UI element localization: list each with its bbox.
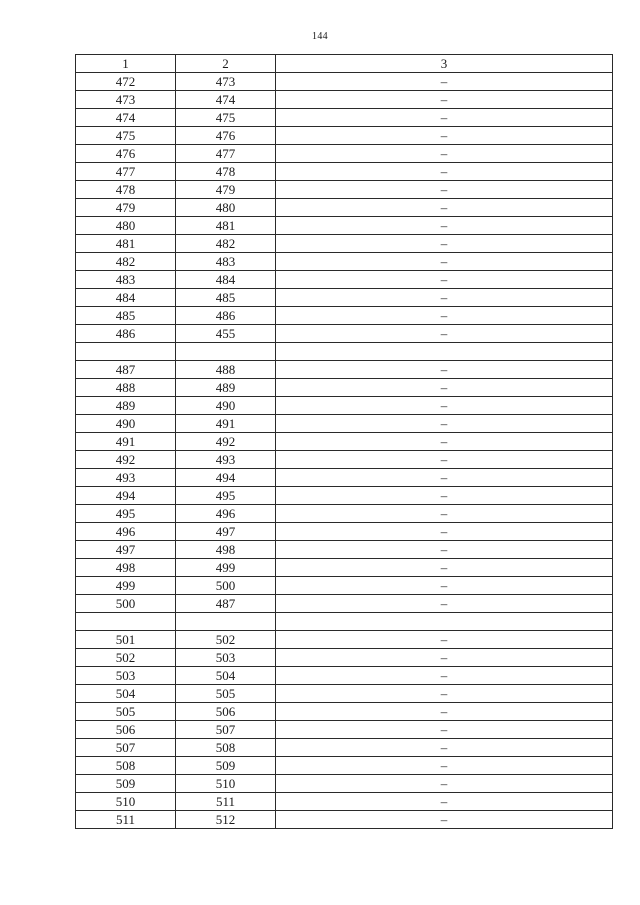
table-cell-col-1: 498 [76,559,176,577]
table-cell-col-3: – [276,505,613,523]
table-cell-col-3: – [276,235,613,253]
table-cell-col-3: – [276,685,613,703]
table-cell-col-1: 511 [76,811,176,829]
table-cell-col-2: 510 [176,775,276,793]
table-cell-col-2: 507 [176,721,276,739]
table-cell-col-3: – [276,217,613,235]
table-row [76,613,613,631]
table-cell-col-3: – [276,145,613,163]
table-cell-col-2: 476 [176,127,276,145]
table-row [76,325,613,343]
table-cell-col-3: – [276,667,613,685]
table-cell-col-3: – [276,433,613,451]
table-cell-col-2: 506 [176,703,276,721]
table-row [76,811,613,829]
table-cell-col-3: – [276,91,613,109]
table-row [76,307,613,325]
table-cell-col-2: 500 [176,577,276,595]
table-cell-col-3: – [276,595,613,613]
table-cell-col-1: 497 [76,541,176,559]
table-cell-col-1: 505 [76,703,176,721]
table-cell-col-3: – [276,811,613,829]
table-cell-col-2: 485 [176,289,276,307]
table-row [76,433,613,451]
table-cell-col-2: 482 [176,235,276,253]
table-row [76,217,613,235]
table-row [76,289,613,307]
table-row [76,145,613,163]
table-cell-col-1: 495 [76,505,176,523]
table-row [76,487,613,505]
table-cell-col-3: – [276,127,613,145]
table-cell-col-1: 483 [76,271,176,289]
table-cell-col-3: – [276,379,613,397]
table-cell-col-2: 477 [176,145,276,163]
table-cell-col-3: – [276,739,613,757]
table-cell-col-1: 481 [76,235,176,253]
table-row [76,523,613,541]
table-cell-col-3: – [276,451,613,469]
table-row [76,451,613,469]
table-row [76,379,613,397]
page-number: 144 [312,31,328,42]
table-row [76,739,613,757]
table-cell-col-1: 488 [76,379,176,397]
table-cell-col-1: 476 [76,145,176,163]
table-cell-col-2: 498 [176,541,276,559]
table-cell-col-1: 478 [76,181,176,199]
column-header-2: 2 [176,55,276,73]
table-cell-col-1: 472 [76,73,176,91]
table-cell-col-2: 502 [176,631,276,649]
table-cell-col-3: – [276,199,613,217]
column-header-1: 1 [76,55,176,73]
table-cell-col-1: 473 [76,91,176,109]
table-cell-col-1: 487 [76,361,176,379]
column-header-3: 3 [276,55,613,73]
table-cell-col-1: 482 [76,253,176,271]
table-cell-col-2: 486 [176,307,276,325]
table-cell-col-2: 484 [176,271,276,289]
table-cell-col-1: 490 [76,415,176,433]
table-cell-col-3: – [276,721,613,739]
table-cell-col-2: 495 [176,487,276,505]
table-cell-col-3: – [276,631,613,649]
table-cell-col-2 [176,613,276,631]
table-cell-col-1: 493 [76,469,176,487]
table-cell-col-2: 473 [176,73,276,91]
table-cell-col-2 [176,343,276,361]
table-row [76,73,613,91]
table-header-row [76,55,613,73]
table-cell-col-1: 484 [76,289,176,307]
table-row [76,577,613,595]
table-cell-col-3: – [276,559,613,577]
table-cell-col-2: 497 [176,523,276,541]
table-cell-col-2: 508 [176,739,276,757]
table-cell-col-1: 475 [76,127,176,145]
table-cell-col-1: 485 [76,307,176,325]
table-cell-col-1: 507 [76,739,176,757]
table-row [76,595,613,613]
table-cell-col-2: 480 [176,199,276,217]
table-cell-col-1: 479 [76,199,176,217]
table-cell-col-3: – [276,703,613,721]
table-cell-col-2: 493 [176,451,276,469]
table-row [76,91,613,109]
table-cell-col-2: 489 [176,379,276,397]
table-cell-col-3: – [276,109,613,127]
table-cell-col-3: – [276,397,613,415]
table-cell-col-3: – [276,757,613,775]
table-cell-col-2: 505 [176,685,276,703]
table-cell-col-1: 496 [76,523,176,541]
table-cell-col-3 [276,613,613,631]
table-cell-col-2: 483 [176,253,276,271]
table-cell-col-3: – [276,325,613,343]
table-cell-col-3: – [276,271,613,289]
table-cell-col-1: 501 [76,631,176,649]
table-cell-col-3: – [276,415,613,433]
table-row [76,469,613,487]
table-cell-col-1: 510 [76,793,176,811]
table-row [76,685,613,703]
table-cell-col-3: – [276,523,613,541]
table-cell-col-1: 499 [76,577,176,595]
table-cell-col-2: 494 [176,469,276,487]
table-row [76,343,613,361]
table-cell-col-2: 503 [176,649,276,667]
table-cell-col-2: 481 [176,217,276,235]
table-cell-col-3: – [276,181,613,199]
table-row [76,631,613,649]
table-row [76,109,613,127]
table-cell-col-3: – [276,253,613,271]
table-row [76,199,613,217]
table-row [76,397,613,415]
table-cell-col-2: 474 [176,91,276,109]
table-cell-col-1: 489 [76,397,176,415]
table-cell-col-3: – [276,73,613,91]
table-cell-col-3: – [276,289,613,307]
table-cell-col-1 [76,613,176,631]
table-cell-col-2: 499 [176,559,276,577]
table-cell-col-2: 490 [176,397,276,415]
table-row [76,361,613,379]
table-row [76,721,613,739]
table-cell-col-1: 500 [76,595,176,613]
table-row [76,667,613,685]
table-cell-col-1: 477 [76,163,176,181]
table-cell-col-1: 506 [76,721,176,739]
table-cell-col-1: 502 [76,649,176,667]
table-row [76,505,613,523]
table-cell-col-1: 491 [76,433,176,451]
table-cell-col-2: 455 [176,325,276,343]
table-cell-col-1: 480 [76,217,176,235]
table-cell-col-1: 503 [76,667,176,685]
table-row [76,541,613,559]
table-row [76,775,613,793]
table-cell-col-2: 496 [176,505,276,523]
table-row [76,703,613,721]
table-cell-col-1: 494 [76,487,176,505]
table-cell-col-3: – [276,577,613,595]
table-cell-col-2: 487 [176,595,276,613]
table-cell-col-3 [276,343,613,361]
table-row [76,271,613,289]
table-cell-col-1: 504 [76,685,176,703]
table-cell-col-3: – [276,307,613,325]
table-cell-col-2: 475 [176,109,276,127]
table-cell-col-2: 478 [176,163,276,181]
table-cell-col-1: 474 [76,109,176,127]
table-row [76,253,613,271]
table-cell-col-2: 509 [176,757,276,775]
table-cell-col-2: 511 [176,793,276,811]
table-cell-col-3: – [276,361,613,379]
table-cell-col-2: 492 [176,433,276,451]
table-row [76,559,613,577]
table-cell-col-1: 509 [76,775,176,793]
table-cell-col-1: 492 [76,451,176,469]
table-cell-col-3: – [276,793,613,811]
table-row [76,127,613,145]
table-cell-col-2: 488 [176,361,276,379]
table-row [76,757,613,775]
table-cell-col-1 [76,343,176,361]
table-cell-col-2: 491 [176,415,276,433]
table-row [76,793,613,811]
table-row [76,163,613,181]
table-cell-col-3: – [276,649,613,667]
table-cell-col-2: 479 [176,181,276,199]
table-cell-col-3: – [276,163,613,181]
data-table [75,54,613,829]
table-row [76,649,613,667]
table-cell-col-2: 512 [176,811,276,829]
table-row [76,415,613,433]
table-cell-col-3: – [276,469,613,487]
table-cell-col-1: 508 [76,757,176,775]
table-body [76,73,613,829]
table-header [76,55,613,73]
table-cell-col-3: – [276,775,613,793]
table-cell-col-3: – [276,541,613,559]
table-row [76,181,613,199]
table-cell-col-3: – [276,487,613,505]
table-cell-col-1: 486 [76,325,176,343]
table-row [76,235,613,253]
table-cell-col-2: 504 [176,667,276,685]
